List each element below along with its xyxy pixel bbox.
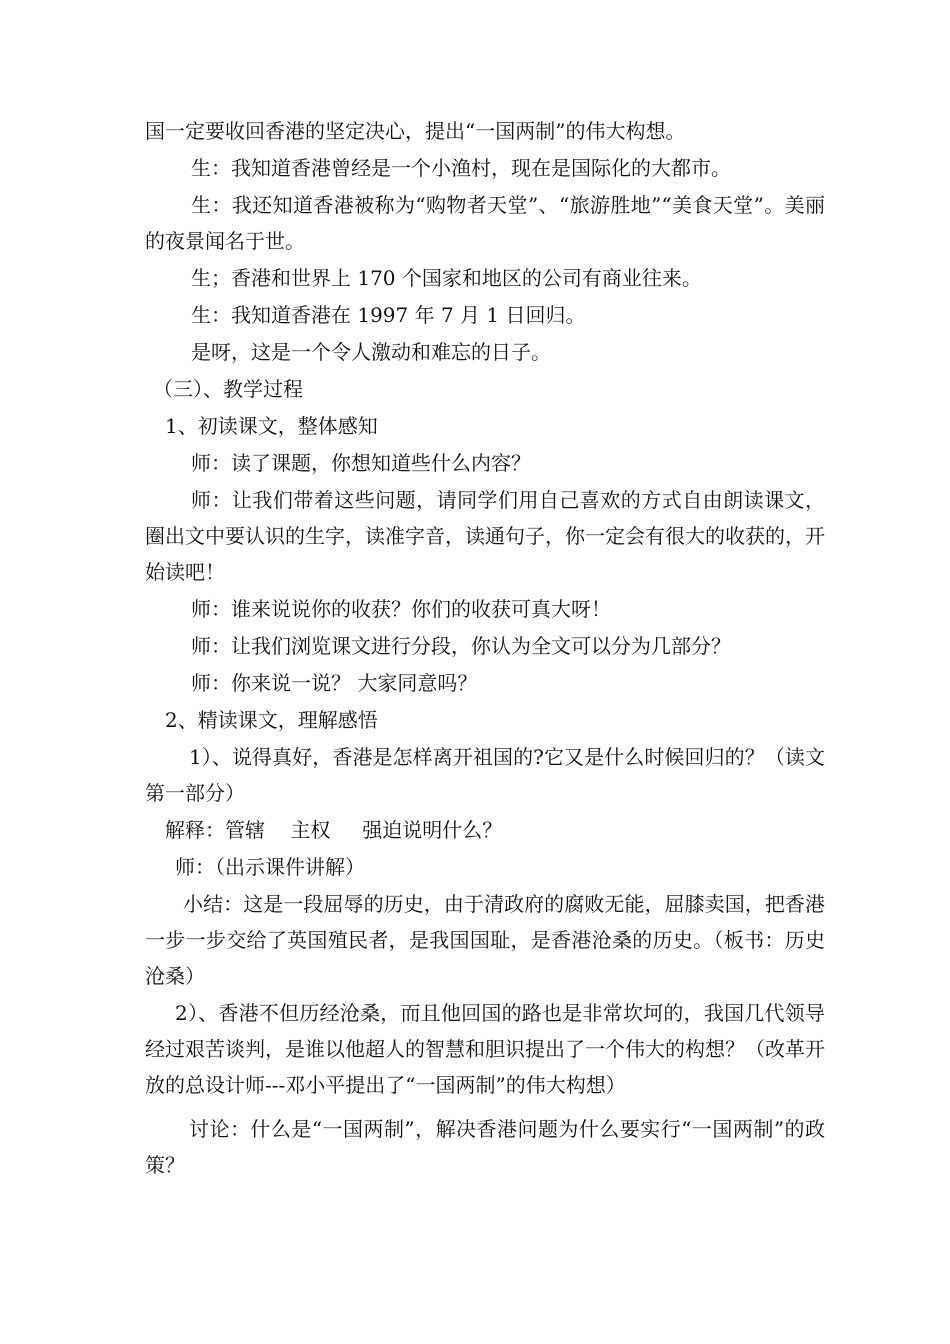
paragraph-17: 师：（出示课件讲解） (175, 855, 365, 879)
paragraph-3: 生：我还知道香港被称为“购物者天堂”、“旅游胜地”“美食天堂”。美丽的夜景闻名于世。 (145, 193, 825, 253)
subheading-close-reading: 2、精读课文，理解感悟 (165, 708, 378, 732)
paragraph-discussion: 讨论：什么是“一国两制”，解决香港问题为什么要实行“一国两制”的政策？ (145, 1117, 825, 1177)
subheading-first-reading: 1、初读课文，整体感知 (165, 414, 378, 438)
paragraph-summary: 小结：这是一段屈辱的历史，由于清政府的腐败无能，屈膝卖国，把香港一步一步交给了英国殖民者，是我国国耻，是香港沧桑的历史。（板书：历史沧桑） (145, 892, 825, 988)
paragraph-4: 生；香港和世界上 170 个国家和地区的公司有商业往来。 (191, 266, 702, 290)
paragraph-13: 师：你来说一说？ 大家同意吗？ (191, 671, 478, 695)
paragraph-1: 国一定要收回香港的坚定决心，提出“一国两制”的伟大构想。 (145, 119, 686, 143)
paragraph-15: 1）、说得真好，香港是怎样离开祖国的?它又是什么时候回归的？（读文第一部分） (145, 745, 825, 805)
document-body (145, 113, 825, 1184)
paragraph-2: 生：我知道香港曾经是一个小渔村，现在是国际化的大都市。 (191, 156, 731, 180)
paragraph-12: 师：让我们浏览课文进行分段，你认为全文可以分为几部分？ (191, 634, 731, 658)
paragraph-9: 师：读了课题，你想知道些什么内容？ (191, 451, 531, 475)
paragraph-11: 师：谁来说说你的收获？你们的收获可真大呀！ (191, 597, 611, 621)
paragraph-10: 师：让我们带着这些问题，请同学们用自己喜欢的方式自由朗读课文，圈出文中要认识的生字，读准字音，读通句子，你一定会有很大的收获的，开始读吧！ (145, 488, 825, 584)
paragraph-6: 是呀，这是一个令人激动和难忘的日子。 (191, 340, 551, 364)
paragraph-5: 生：我知道香港在 1997 年 7 月 1 日回归。 (191, 303, 586, 327)
section-heading-teaching-process: （三）、教学过程 (153, 377, 303, 401)
paragraph-16: 解释：管辖 主权 强迫说明什么？ (165, 818, 503, 842)
paragraph-19: 2）、香港不但历经沧桑，而且他回国的路也是非常坎坷的，我国几代领导经过艰苦谈判，是谁以他超人的智慧和胆识提出了一个伟大的构想？（改革开放的总设计师---邓小平提出了“一国两制”的伟大构想） (145, 1001, 825, 1097)
